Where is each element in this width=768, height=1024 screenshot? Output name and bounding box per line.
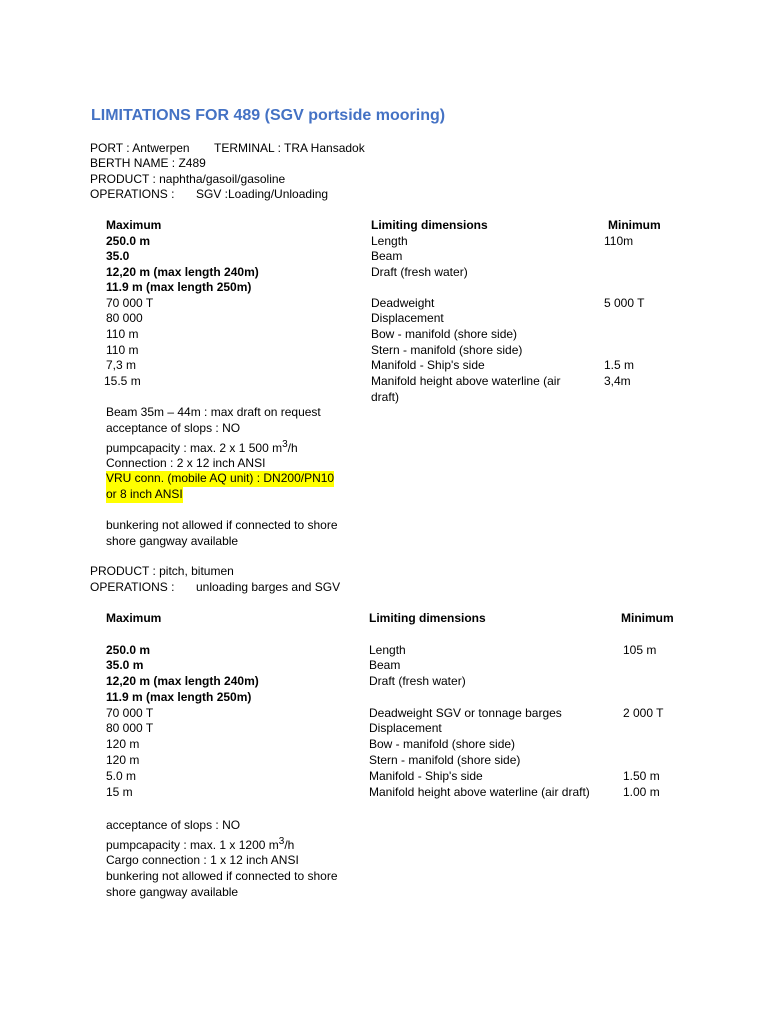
pump-capacity-unit-2: /h [284,838,295,852]
product-label-2: PRODUCT : pitch, bitumen [90,564,234,578]
table1-min-cell: 3,4m [604,374,631,388]
table2-limit-cell: Manifold height above waterline (air draft) [369,785,590,799]
beam-note: Beam 35m – 44m : max draft on request [106,405,321,419]
bunkering-note: bunkering not allowed if connected to shore [106,518,338,532]
vru-note-line2: or 8 inch ANSI [106,487,183,501]
table2-header-minimum: Minimum [621,611,674,625]
operations-value: SGV :Loading/Unloading [196,187,329,201]
gangway-note-2: shore gangway available [106,885,239,899]
table1-max-cell: 11.9 m (max length 250m) [106,280,252,294]
table1-max-cell: 12,20 m (max length 240m) [106,265,259,279]
pump-capacity-note [106,437,298,457]
table2-limit-cell: Length [369,643,406,657]
vru-note-line1: VRU conn. (mobile AQ unit) : DN200/PN10 [106,471,335,485]
table1-limit-cell: Bow - manifold (shore side) [371,327,518,341]
pump-capacity-text-2: pumpcapacity : max. 1 x 1200 m [106,838,279,852]
table2-limit-cell: Stern - manifold (shore side) [369,753,521,767]
table1-limit-cell: Manifold height above waterline (air draft) [371,374,561,404]
table2-max-cell: 70 000 T [106,706,154,720]
table2-max-cell: 35.0 m [106,658,144,672]
connection-note: Connection : 2 x 12 inch ANSI [106,456,266,470]
table1-limit-cell: Deadweight [371,296,435,310]
table2-max-cell: 250.0 m [106,643,151,657]
pump-capacity-unit-exponent-2: 3 [278,836,285,847]
table1-max-cell: 110 m [106,327,139,341]
table1-limit-cell: Manifold - Ship's side [371,358,485,372]
pump-capacity-unit: /h [287,441,298,455]
table1-max-cell: 70 000 T [106,296,154,310]
table1-min-cell: 5 000 T [604,296,645,310]
table2-max-cell: 80 000 T [106,721,154,735]
table2-max-cell: 11.9 m (max length 250m) [106,690,252,704]
table1-header-maximum: Maximum [106,218,162,232]
table1-min-cell: 110m [604,234,634,248]
table1-limit-cell: Stern - manifold (shore side) [371,343,523,357]
gangway-note: shore gangway available [106,534,239,548]
table1-max-cell: 7,3 m [106,358,137,372]
operations-value-2: unloading barges and SGV [196,580,341,594]
table2-min-cell: 1.00 m [623,785,660,799]
table2-header-limiting: Limiting dimensions [369,611,486,625]
page-title: LIMITATIONS FOR 489 (SGV portside mooring) [91,107,446,124]
table1-min-cell: 1.5 m [604,358,635,372]
operations-label: OPERATIONS : [90,187,175,201]
table1-limit-cell: Displacement [371,311,444,325]
product-label: PRODUCT : naphtha/gasoil/gasoline [90,172,286,186]
connection-note-2: Cargo connection : 1 x 12 inch ANSI [106,853,299,867]
table1-header-limiting: Limiting dimensions [371,218,488,232]
table2-limit-cell: Bow - manifold (shore side) [369,737,516,751]
slops-note-2: acceptance of slops : NO [106,818,241,832]
table2-max-cell: 15 m [106,785,133,799]
table2-max-cell: 5.0 m [106,769,137,783]
table2-min-cell: 1.50 m [623,769,660,783]
terminal-label: TERMINAL : TRA Hansadok [214,141,365,155]
table2-max-cell: 120 m [106,737,140,751]
table1-max-cell: 250.0 m [106,234,151,248]
table2-min-cell: 2 000 T [623,706,664,720]
table1-max-cell: 110 m [106,343,139,357]
port-label: PORT : Antwerpen [90,141,190,155]
table2-min-cell: 105 m [623,643,657,657]
table1-max-cell: 15.5 m [104,374,141,388]
bunkering-note-2: bunkering not allowed if connected to shore [106,869,338,883]
table1-limit-cell: Draft (fresh water) [371,265,468,279]
table1-limit-cell: Length [371,234,408,248]
pump-capacity-text: pumpcapacity : max. 2 x 1 500 m [106,441,283,455]
table2-limit-cell: Manifold - Ship's side [369,769,483,783]
table2-max-cell: 12,20 m (max length 240m) [106,674,259,688]
operations-label-2: OPERATIONS : [90,580,175,594]
table1-max-cell: 35.0 [106,249,130,263]
table2-limit-cell: Deadweight SGV or tonnage barges [369,706,562,720]
table2-header-maximum: Maximum [106,611,162,625]
table2-max-cell: 120 m [106,753,140,767]
table2-limit-cell: Beam [369,658,401,672]
table1-limit-cell: Beam [371,249,403,263]
table1-header-minimum: Minimum [608,218,661,232]
table2-limit-cell: Displacement [369,721,442,735]
pump-capacity-note-2 [106,834,294,854]
berth-label: BERTH NAME : Z489 [90,156,206,170]
pump-capacity-unit-exponent: 3 [282,439,288,450]
slops-note: acceptance of slops : NO [106,421,241,435]
table2-limit-cell: Draft (fresh water) [369,674,466,688]
table1-max-cell: 80 000 [106,311,143,325]
